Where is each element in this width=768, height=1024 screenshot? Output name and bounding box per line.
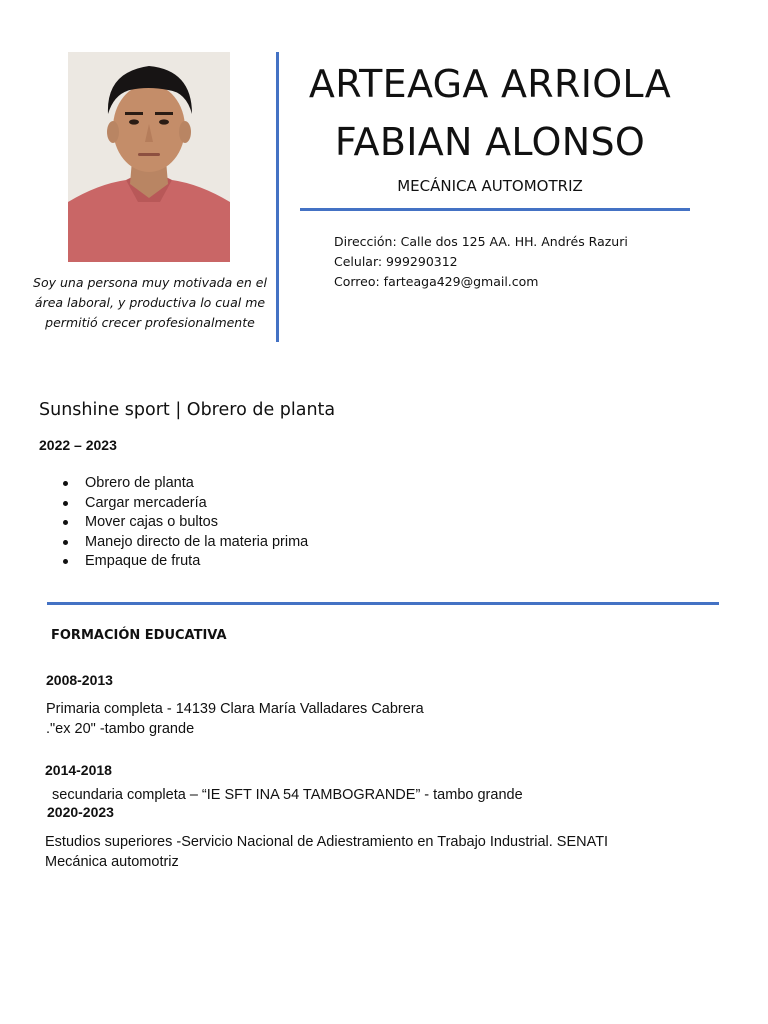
list-item: Manejo directo de la materia prima [60,533,308,553]
education-entry [46,699,746,739]
profile-summary: Soy una persona muy motivada en el área laboral, y productiva lo cual me permitió crecer profesionalmente [33,275,267,330]
list-item: Cargar mercadería [60,494,308,514]
education-years: 2008-2013 [46,672,113,688]
vertical-divider [276,52,279,342]
education-line: Estudios superiores -Servicio Nacional de Adiestramiento en Trabajo Industrial. SENATI [45,834,609,850]
profile-photo [68,52,230,262]
phone-text: Celular: 999290312 [334,254,458,269]
full-name [290,55,690,171]
name-line-1: ARTEAGA ARRIOLA [308,62,672,106]
education-line: secundaria completa – “IE SFT INA 54 TAMBOGRANDE” - tambo grande [52,787,523,803]
education-entry [45,832,760,872]
list-item: Mover cajas o bultos [60,513,308,533]
section-divider [47,602,719,605]
profession-title: MECÁNICA AUTOMOTRIZ [397,177,583,195]
list-item: Empaque de fruta [60,552,308,572]
education-line: ."ex 20" -tambo grande [46,721,195,737]
address-text: Dirección: Calle dos 125 AA. HH. Andrés Razuri [334,234,628,249]
education-entry [52,785,752,805]
education-years: 2020-2023 [47,804,114,820]
contact-info [334,232,754,292]
education-heading: FORMACIÓN EDUCATIVA [51,628,227,643]
education-line: Mecánica automotriz [45,854,179,870]
job-years: 2022 – 2023 [39,437,117,453]
education-years: 2014-2018 [45,762,112,778]
list-item: Obrero de planta [60,474,308,494]
name-line-2: FABIAN ALONSO [334,120,646,164]
education-line: Primaria completa - 14139 Clara María Valladares Cabrera [46,701,424,717]
job-title: Sunshine sport | Obrero de planta [39,400,336,420]
header-divider [300,208,690,211]
email-text: Correo: farteaga429@gmail.com [334,274,539,289]
duties-list [60,474,308,572]
